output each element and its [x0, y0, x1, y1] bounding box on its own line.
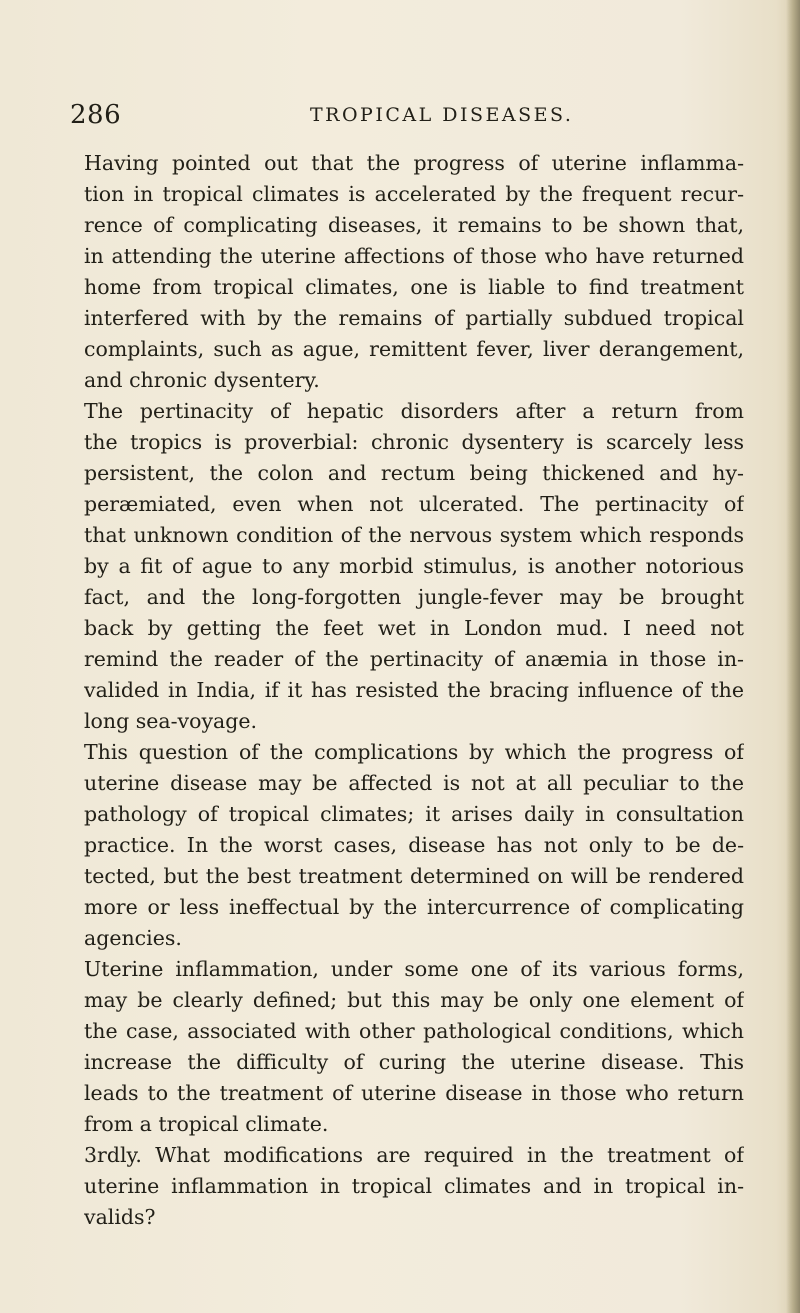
- text-line: may be clearly defined; but this may be only one element of: [84, 988, 744, 1012]
- text-line: more or less ineffectual by the intercurrence of complicating: [84, 895, 744, 919]
- text-line: tected, but the best treatment determined on will be rendered: [84, 864, 744, 888]
- page-edge-shadow: [786, 0, 800, 1313]
- text-line: agencies.: [84, 926, 182, 950]
- text-line: uterine disease may be affected is not at all peculiar to the: [84, 771, 744, 795]
- text-line: and chronic dysentery.: [84, 368, 320, 392]
- text-line: fact, and the long-forgotten jungle-fever may be brought: [84, 585, 744, 609]
- text-line: peræmiated, even when not ulcerated. The pertinacity of: [84, 492, 744, 516]
- text-line: rence of complicating diseases, it remains to be shown that,: [84, 213, 744, 237]
- text-line: uterine inflammation in tropical climates and in tropical in-: [84, 1174, 744, 1198]
- page-number: 286: [70, 100, 122, 130]
- text-line: tion in tropical climates is accelerated by the frequent recur-: [84, 182, 744, 206]
- text-line: from a tropical climate.: [84, 1112, 329, 1136]
- text-line: back by getting the feet wet in London mud. I need not: [84, 616, 744, 640]
- text-line: home from tropical climates, one is liable to find treatment: [84, 275, 744, 299]
- text-line: The pertinacity of hepatic disorders after a return from: [84, 399, 744, 423]
- text-line: leads to the treatment of uterine disease in those who return: [84, 1081, 744, 1105]
- text-line: the tropics is proverbial: chronic dysentery is scarcely less: [84, 430, 744, 454]
- text-line: 3rdly. What modifications are required in the treatment of: [84, 1143, 744, 1167]
- text-line: This question of the complications by which the progress of: [84, 740, 744, 764]
- text-line: in attending the uterine affections of those who have returned: [84, 244, 744, 268]
- text-line: interfered with by the remains of partially subdued tropical: [84, 306, 744, 330]
- body-text: [84, 148, 744, 1233]
- text-line: increase the difficulty of curing the uterine disease. This: [84, 1050, 744, 1074]
- text-line: complaints, such as ague, remittent fever, liver derangement,: [84, 337, 744, 361]
- text-line: valids?: [84, 1205, 156, 1229]
- text-line: Uterine inflammation, under some one of its various forms,: [84, 957, 744, 981]
- text-line: practice. In the worst cases, disease has not only to be de-: [84, 833, 744, 857]
- text-line: persistent, the colon and rectum being thickened and hy-: [84, 461, 744, 485]
- text-line: by a fit of ague to any morbid stimulus, is another notorious: [84, 554, 744, 578]
- text-line: remind the reader of the pertinacity of anæmia in those in-: [84, 647, 744, 671]
- text-line: pathology of tropical climates; it arises daily in consultation: [84, 802, 744, 826]
- text-line: valided in India, if it has resisted the bracing influence of the: [84, 678, 744, 702]
- text-line: long sea-voyage.: [84, 709, 258, 733]
- page-header: [70, 100, 730, 140]
- text-line: Having pointed out that the progress of uterine inflamma-: [84, 151, 744, 175]
- text-line: the case, associated with other pathological conditions, which: [84, 1019, 744, 1043]
- text-line: that unknown condition of the nervous system which responds: [84, 523, 744, 547]
- running-title: TROPICAL DISEASES.: [310, 104, 574, 126]
